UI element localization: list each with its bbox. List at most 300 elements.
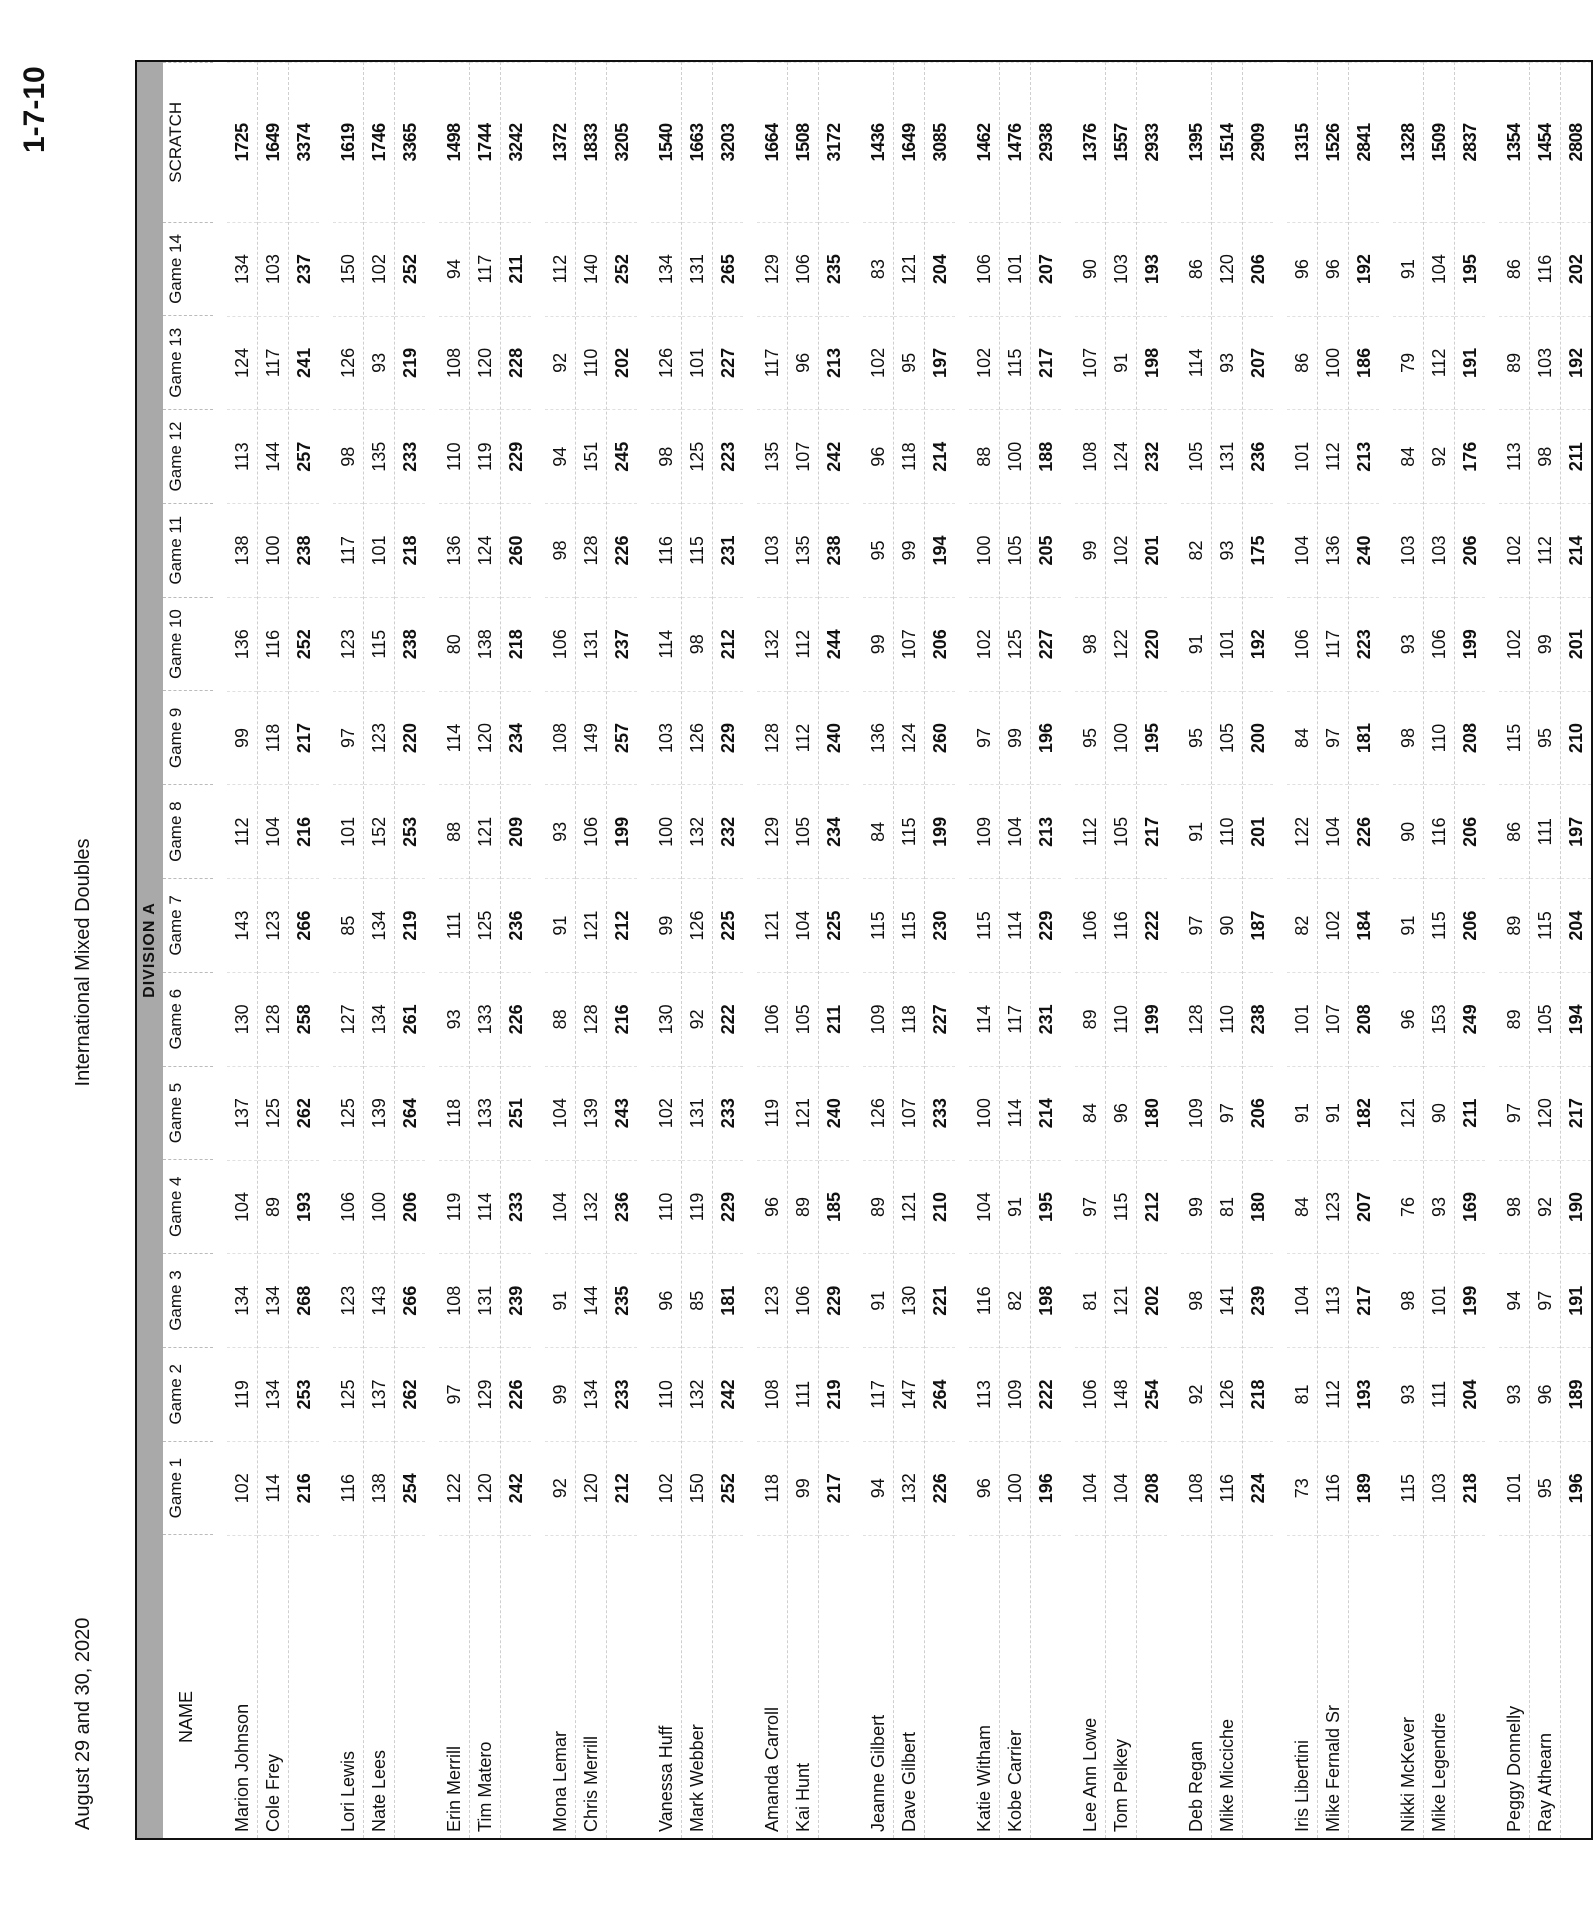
game-score: 105 <box>1106 784 1136 878</box>
game-score: 119 <box>682 1160 712 1254</box>
game-score: 132 <box>894 1441 924 1535</box>
game-score: 265 <box>713 222 743 316</box>
game-score: 253 <box>395 784 425 878</box>
game-score: 104 <box>545 1066 575 1160</box>
scratch-total: 2837 <box>1455 62 1485 222</box>
game-score: 252 <box>607 222 637 316</box>
game-score: 83 <box>863 222 893 316</box>
game-score: 220 <box>395 691 425 785</box>
game-score: 257 <box>607 691 637 785</box>
game-score: 132 <box>682 784 712 878</box>
game-score: 106 <box>788 222 818 316</box>
game-score: 237 <box>289 222 319 316</box>
game-score: 224 <box>1243 1441 1273 1535</box>
bowler-name: Iris Libertini <box>1287 1535 1317 1838</box>
game-score: 96 <box>1393 972 1423 1066</box>
game-score: 90 <box>1075 222 1105 316</box>
game-score: 100 <box>969 1066 999 1160</box>
game-score: 107 <box>788 409 818 503</box>
scratch-total: 1649 <box>894 62 924 222</box>
game-score: 123 <box>757 1253 787 1347</box>
bowler-name: Erin Merrill <box>439 1535 469 1838</box>
game-score: 81 <box>1287 1347 1317 1441</box>
game-score: 129 <box>470 1347 500 1441</box>
game-score: 112 <box>1424 316 1454 410</box>
game-score: 191 <box>1455 316 1485 410</box>
game-score: 115 <box>682 503 712 597</box>
game-score: 91 <box>1181 597 1211 691</box>
column-header-game-8: Game 8 <box>163 784 213 878</box>
game-score: 100 <box>1000 1441 1030 1535</box>
game-score: 102 <box>969 597 999 691</box>
scratch-total: 1509 <box>1424 62 1454 222</box>
game-score: 108 <box>439 316 469 410</box>
game-score: 95 <box>1181 691 1211 785</box>
game-score: 175 <box>1243 503 1273 597</box>
game-score: 135 <box>364 409 394 503</box>
scratch-total: 3365 <box>395 62 425 222</box>
game-score: 97 <box>333 691 363 785</box>
game-score: 110 <box>1424 691 1454 785</box>
game-score: 102 <box>651 1441 681 1535</box>
game-score: 130 <box>894 1253 924 1347</box>
game-score: 134 <box>258 1253 288 1347</box>
game-score: 258 <box>289 972 319 1066</box>
game-score: 104 <box>545 1160 575 1254</box>
game-score: 121 <box>576 878 606 972</box>
game-score: 121 <box>1106 1253 1136 1347</box>
game-score: 233 <box>925 1066 955 1160</box>
game-score: 223 <box>1349 597 1379 691</box>
game-score: 229 <box>1031 878 1061 972</box>
column-header-game-5: Game 5 <box>163 1066 213 1160</box>
game-score: 89 <box>1499 878 1529 972</box>
game-score: 204 <box>1455 1347 1485 1441</box>
team-total-row <box>1242 62 1273 1838</box>
column-header-game-2: Game 2 <box>163 1347 213 1441</box>
game-score: 126 <box>1212 1347 1242 1441</box>
game-score: 197 <box>925 316 955 410</box>
game-score: 96 <box>1318 222 1348 316</box>
game-score: 188 <box>1031 409 1061 503</box>
game-score: 123 <box>258 878 288 972</box>
game-score: 103 <box>651 691 681 785</box>
game-score: 89 <box>788 1160 818 1254</box>
game-score: 106 <box>545 597 575 691</box>
game-score: 99 <box>651 878 681 972</box>
game-score: 117 <box>333 503 363 597</box>
scratch-total: 3203 <box>713 62 743 222</box>
game-score: 202 <box>1561 222 1591 316</box>
game-score: 137 <box>227 1066 257 1160</box>
game-score: 102 <box>863 316 893 410</box>
game-score: 207 <box>1349 1160 1379 1254</box>
game-score: 118 <box>894 972 924 1066</box>
game-score: 245 <box>607 409 637 503</box>
game-score: 238 <box>1243 972 1273 1066</box>
game-score: 124 <box>894 691 924 785</box>
scratch-total: 3242 <box>501 62 531 222</box>
game-score: 135 <box>788 503 818 597</box>
game-score: 120 <box>470 691 500 785</box>
game-score: 219 <box>395 878 425 972</box>
game-score: 227 <box>925 972 955 1066</box>
game-score: 115 <box>1106 1160 1136 1254</box>
bowler-name: Mike Legendre <box>1424 1535 1454 1838</box>
column-header-game-1: Game 1 <box>163 1441 213 1535</box>
game-score: 114 <box>651 597 681 691</box>
game-score: 233 <box>713 1066 743 1160</box>
game-score: 233 <box>395 409 425 503</box>
game-score: 99 <box>1530 597 1560 691</box>
game-score: 110 <box>439 409 469 503</box>
bowler-row <box>1423 62 1454 1838</box>
game-score: 117 <box>757 316 787 410</box>
team-total-row <box>500 62 531 1838</box>
game-score: 100 <box>1318 316 1348 410</box>
game-score: 119 <box>439 1160 469 1254</box>
bowler-name: Tim Matero <box>470 1535 500 1838</box>
game-score: 98 <box>1499 1160 1529 1254</box>
game-score: 147 <box>894 1347 924 1441</box>
game-score: 151 <box>576 409 606 503</box>
game-score: 93 <box>364 316 394 410</box>
bowler-row <box>1075 62 1105 1838</box>
game-score: 97 <box>1075 1160 1105 1254</box>
game-score: 113 <box>969 1347 999 1441</box>
game-score: 112 <box>1530 503 1560 597</box>
game-score: 101 <box>1287 972 1317 1066</box>
bowler-name: Mike Micciche <box>1212 1535 1242 1838</box>
game-score: 229 <box>713 691 743 785</box>
game-score: 105 <box>1212 691 1242 785</box>
game-score: 264 <box>925 1347 955 1441</box>
game-score: 219 <box>819 1347 849 1441</box>
game-score: 115 <box>1424 878 1454 972</box>
bowler-name: Peggy Donnelly <box>1499 1535 1529 1838</box>
game-score: 199 <box>1455 1253 1485 1347</box>
game-score: 226 <box>501 972 531 1066</box>
game-score: 198 <box>1031 1253 1061 1347</box>
game-score: 137 <box>364 1347 394 1441</box>
team-total-row <box>1454 62 1485 1838</box>
game-score: 110 <box>651 1160 681 1254</box>
game-score: 103 <box>1106 222 1136 316</box>
game-score: 116 <box>1318 1441 1348 1535</box>
game-score: 115 <box>969 878 999 972</box>
game-score: 126 <box>651 316 681 410</box>
bowler-row <box>363 62 394 1838</box>
game-score: 189 <box>1349 1441 1379 1535</box>
game-score: 254 <box>395 1441 425 1535</box>
game-score: 111 <box>1424 1347 1454 1441</box>
game-score: 103 <box>1424 503 1454 597</box>
game-score: 238 <box>289 503 319 597</box>
game-score: 268 <box>289 1253 319 1347</box>
game-score: 98 <box>1075 597 1105 691</box>
game-score: 107 <box>1318 972 1348 1066</box>
game-score: 118 <box>894 409 924 503</box>
game-score: 208 <box>1455 691 1485 785</box>
game-score: 89 <box>1499 972 1529 1066</box>
bowler-row <box>1287 62 1317 1838</box>
game-score: 117 <box>470 222 500 316</box>
game-score: 223 <box>713 409 743 503</box>
game-score: 93 <box>1499 1347 1529 1441</box>
game-score: 95 <box>894 316 924 410</box>
game-score: 243 <box>607 1066 637 1160</box>
game-score: 128 <box>576 972 606 1066</box>
game-score: 176 <box>1455 409 1485 503</box>
bowler-name: Katie Witham <box>969 1535 999 1838</box>
game-score: 102 <box>364 222 394 316</box>
game-score: 104 <box>1318 784 1348 878</box>
game-score: 120 <box>470 1441 500 1535</box>
game-score: 97 <box>1530 1253 1560 1347</box>
game-score: 84 <box>1393 409 1423 503</box>
game-score: 104 <box>1000 784 1030 878</box>
game-score: 91 <box>545 1253 575 1347</box>
game-score: 206 <box>1455 503 1485 597</box>
game-score: 206 <box>1243 1066 1273 1160</box>
game-score: 96 <box>757 1160 787 1254</box>
game-score: 133 <box>470 972 500 1066</box>
bowler-name: Jeanne Gilbert <box>863 1535 893 1838</box>
game-score: 101 <box>682 316 712 410</box>
game-score: 122 <box>439 1441 469 1535</box>
table-header-row <box>163 62 213 1838</box>
game-score: 110 <box>1212 784 1242 878</box>
game-score: 132 <box>757 597 787 691</box>
bowler-row <box>1393 62 1423 1838</box>
game-score: 100 <box>651 784 681 878</box>
game-score: 114 <box>1181 316 1211 410</box>
scratch-total: 1454 <box>1530 62 1560 222</box>
game-score: 184 <box>1349 878 1379 972</box>
bowler-row <box>757 62 787 1838</box>
game-score: 108 <box>545 691 575 785</box>
bowler-row <box>863 62 893 1838</box>
game-score: 106 <box>1075 878 1105 972</box>
game-score: 206 <box>1455 784 1485 878</box>
game-score: 128 <box>757 691 787 785</box>
game-score: 96 <box>969 1441 999 1535</box>
game-score: 201 <box>1561 597 1591 691</box>
game-score: 128 <box>576 503 606 597</box>
game-score: 106 <box>1287 597 1317 691</box>
game-score: 103 <box>757 503 787 597</box>
team-total-row <box>288 62 319 1838</box>
game-score: 100 <box>1000 409 1030 503</box>
column-header-game-4: Game 4 <box>163 1159 213 1253</box>
game-score: 128 <box>258 972 288 1066</box>
game-score: 104 <box>969 1160 999 1254</box>
game-score: 112 <box>1318 409 1348 503</box>
game-score: 125 <box>333 1347 363 1441</box>
game-score: 98 <box>651 409 681 503</box>
game-score: 199 <box>925 784 955 878</box>
game-score: 181 <box>713 1253 743 1347</box>
game-score: 112 <box>788 597 818 691</box>
game-score: 195 <box>1031 1160 1061 1254</box>
game-score: 95 <box>1530 1441 1560 1535</box>
game-score: 124 <box>227 316 257 410</box>
game-score: 193 <box>289 1160 319 1254</box>
game-score: 202 <box>1137 1253 1167 1347</box>
game-score: 201 <box>1243 784 1273 878</box>
game-score: 254 <box>1137 1347 1167 1441</box>
game-score: 236 <box>501 878 531 972</box>
scratch-total: 3374 <box>289 62 319 222</box>
game-score: 180 <box>1243 1160 1273 1254</box>
game-score: 261 <box>395 972 425 1066</box>
game-score: 189 <box>1561 1347 1591 1441</box>
game-score: 139 <box>576 1066 606 1160</box>
game-score: 220 <box>1137 597 1167 691</box>
game-score: 226 <box>925 1441 955 1535</box>
game-score: 123 <box>333 1253 363 1347</box>
game-score: 126 <box>682 691 712 785</box>
game-score: 143 <box>364 1253 394 1347</box>
game-score: 115 <box>894 784 924 878</box>
game-score: 104 <box>1287 503 1317 597</box>
bowler-row <box>333 62 363 1838</box>
game-score: 94 <box>1499 1253 1529 1347</box>
game-score: 116 <box>258 597 288 691</box>
game-score: 82 <box>1181 503 1211 597</box>
game-score: 101 <box>1424 1253 1454 1347</box>
game-score: 132 <box>576 1160 606 1254</box>
game-score: 249 <box>1455 972 1485 1066</box>
column-header-game-6: Game 6 <box>163 972 213 1066</box>
scratch-total: 1744 <box>470 62 500 222</box>
game-score: 103 <box>1530 316 1560 410</box>
game-score: 112 <box>1075 784 1105 878</box>
game-score: 112 <box>227 784 257 878</box>
game-score: 134 <box>258 1347 288 1441</box>
game-score: 217 <box>1561 1066 1591 1160</box>
game-score: 92 <box>1424 409 1454 503</box>
game-score: 213 <box>819 316 849 410</box>
bowler-row <box>1181 62 1211 1838</box>
game-score: 117 <box>863 1347 893 1441</box>
game-score: 200 <box>1243 691 1273 785</box>
game-score: 131 <box>682 1066 712 1160</box>
column-header-game-12: Game 12 <box>163 409 213 503</box>
scratch-total: 1725 <box>227 62 257 222</box>
game-score: 91 <box>1393 222 1423 316</box>
game-score: 194 <box>1561 972 1591 1066</box>
game-score: 121 <box>894 1160 924 1254</box>
game-score: 101 <box>1000 222 1030 316</box>
bowler-row <box>1105 62 1136 1838</box>
game-score: 187 <box>1243 878 1273 972</box>
bowler-row <box>681 62 712 1838</box>
game-score: 181 <box>1349 691 1379 785</box>
game-score: 122 <box>1106 597 1136 691</box>
game-score: 92 <box>545 1441 575 1535</box>
game-score: 114 <box>1000 878 1030 972</box>
game-score: 226 <box>1349 784 1379 878</box>
game-score: 111 <box>439 878 469 972</box>
game-score: 100 <box>1106 691 1136 785</box>
scratch-total: 1436 <box>863 62 893 222</box>
bowler-name: Deb Regan <box>1181 1535 1211 1838</box>
game-score: 92 <box>1181 1347 1211 1441</box>
game-score: 226 <box>607 503 637 597</box>
game-score: 86 <box>1499 784 1529 878</box>
game-score: 232 <box>713 784 743 878</box>
column-header-game-13: Game 13 <box>163 315 213 409</box>
column-header-name: NAME <box>163 1535 213 1839</box>
game-score: 251 <box>501 1066 531 1160</box>
game-score: 138 <box>227 503 257 597</box>
scratch-total: 1462 <box>969 62 999 222</box>
game-score: 148 <box>1106 1347 1136 1441</box>
game-score: 118 <box>258 691 288 785</box>
game-score: 121 <box>894 222 924 316</box>
bowler-row <box>787 62 818 1838</box>
game-score: 217 <box>1031 316 1061 410</box>
game-score: 116 <box>1424 784 1454 878</box>
game-score: 95 <box>863 503 893 597</box>
bowler-name <box>1349 1535 1379 1838</box>
bowler-name: Lee Ann Lowe <box>1075 1535 1105 1838</box>
game-score: 95 <box>1530 691 1560 785</box>
game-score: 199 <box>1455 597 1485 691</box>
game-score: 138 <box>364 1441 394 1535</box>
game-score: 94 <box>545 409 575 503</box>
game-score: 100 <box>969 503 999 597</box>
game-score: 210 <box>925 1160 955 1254</box>
scratch-total: 2909 <box>1243 62 1273 222</box>
game-score: 214 <box>1031 1066 1061 1160</box>
game-score: 92 <box>682 972 712 1066</box>
game-score: 97 <box>439 1347 469 1441</box>
game-score: 266 <box>289 878 319 972</box>
game-score: 93 <box>545 784 575 878</box>
column-header-scratch: SCRATCH <box>163 62 213 222</box>
game-score: 104 <box>1287 1253 1317 1347</box>
game-score: 89 <box>258 1160 288 1254</box>
game-score: 106 <box>757 972 787 1066</box>
game-score: 127 <box>333 972 363 1066</box>
game-score: 94 <box>439 222 469 316</box>
bowler-name <box>1561 1535 1591 1838</box>
game-score: 112 <box>1318 1347 1348 1441</box>
bowler-name <box>713 1535 743 1838</box>
bowler-name: Kai Hunt <box>788 1535 818 1838</box>
game-score: 115 <box>364 597 394 691</box>
game-score: 102 <box>969 316 999 410</box>
bowler-row <box>651 62 681 1838</box>
game-score: 124 <box>1106 409 1136 503</box>
game-score: 204 <box>1561 878 1591 972</box>
bowler-name: Amanda Carroll <box>757 1535 787 1838</box>
game-score: 107 <box>894 597 924 691</box>
game-score: 108 <box>1181 1441 1211 1535</box>
game-score: 96 <box>651 1253 681 1347</box>
game-score: 143 <box>227 878 257 972</box>
game-score: 235 <box>607 1253 637 1347</box>
game-score: 114 <box>258 1441 288 1535</box>
game-score: 125 <box>333 1066 363 1160</box>
game-score: 84 <box>1287 1160 1317 1254</box>
game-score: 130 <box>651 972 681 1066</box>
game-score: 221 <box>925 1253 955 1347</box>
game-score: 198 <box>1137 316 1167 410</box>
game-score: 222 <box>1137 878 1167 972</box>
